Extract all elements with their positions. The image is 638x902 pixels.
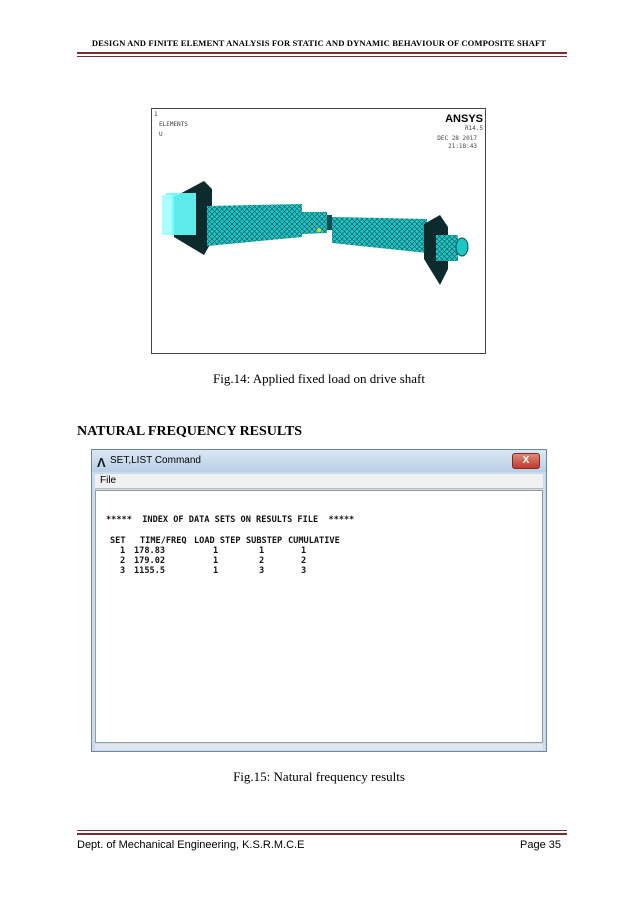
ansys-version: R14.5	[464, 125, 483, 132]
col-time-freq: TIME/FREQ	[140, 536, 187, 546]
ansys-time: 21:18:43	[448, 143, 477, 150]
figure-15-caption: Fig.15: Natural frequency results	[233, 769, 405, 784]
row-set: 2	[120, 556, 126, 566]
row-set: 3	[120, 566, 126, 576]
footer-department: Dept. of Mechanical Engineering, K.S.R.M.C.E	[77, 839, 305, 851]
footer-page-number: Page 35	[520, 839, 561, 851]
header-rule	[77, 52, 567, 57]
row-cumulative: 1	[301, 546, 307, 556]
ansys-logo: ANSYS	[445, 113, 483, 125]
row-freq: 1155.5	[134, 566, 166, 576]
menu-bar	[95, 474, 543, 489]
figure-14-caption: Fig.14: Applied fixed load on drive shaft	[213, 371, 425, 386]
col-substep: SUBSTEP	[246, 536, 283, 546]
window-titlebar[interactable]	[92, 450, 546, 472]
row-substep: 1	[259, 546, 265, 556]
row-load-step: 1	[213, 546, 219, 556]
elements-label: ELEMENTS	[159, 121, 188, 128]
menu-file[interactable]: File	[100, 475, 117, 486]
row-set: 1	[120, 546, 126, 556]
index-heading: ***** INDEX OF DATA SETS ON RESULTS FILE *****	[106, 515, 355, 525]
col-load-step: LOAD STEP	[194, 536, 241, 546]
col-cumulative: CUMULATIVE	[288, 536, 340, 546]
section-heading: NATURAL FREQUENCY RESULTS	[77, 424, 303, 439]
setlist-window	[91, 449, 547, 752]
ansys-a-icon: Λ	[97, 455, 106, 470]
footer-rule	[77, 830, 567, 835]
row-freq: 179.02	[134, 556, 166, 566]
row-substep: 2	[259, 556, 265, 566]
row-load-step: 1	[213, 556, 219, 566]
output-text-area[interactable]	[95, 490, 543, 743]
row-cumulative: 2	[301, 556, 307, 566]
col-set: SET	[110, 536, 126, 546]
shaft-mesh-drawing	[152, 109, 485, 353]
ansys-mesh-figure	[151, 108, 486, 354]
horizontal-scrollbar[interactable]	[95, 744, 543, 750]
u-label: U	[159, 131, 163, 138]
page-header-title: DESIGN AND FINITE ELEMENT ANALYSIS FOR STATIC AND DYNAMIC BEHAVIOUR OF COMPOSITE SHAFT	[91, 38, 547, 48]
window-title: SET,LIST Command	[110, 455, 201, 466]
figure-index-label: 1	[154, 111, 158, 118]
close-button[interactable]: X	[512, 453, 540, 469]
row-substep: 3	[259, 566, 265, 576]
row-load-step: 1	[213, 566, 219, 576]
row-cumulative: 3	[301, 566, 307, 576]
row-freq: 178.83	[134, 546, 166, 556]
ansys-date: DEC 28 2017	[437, 135, 477, 142]
